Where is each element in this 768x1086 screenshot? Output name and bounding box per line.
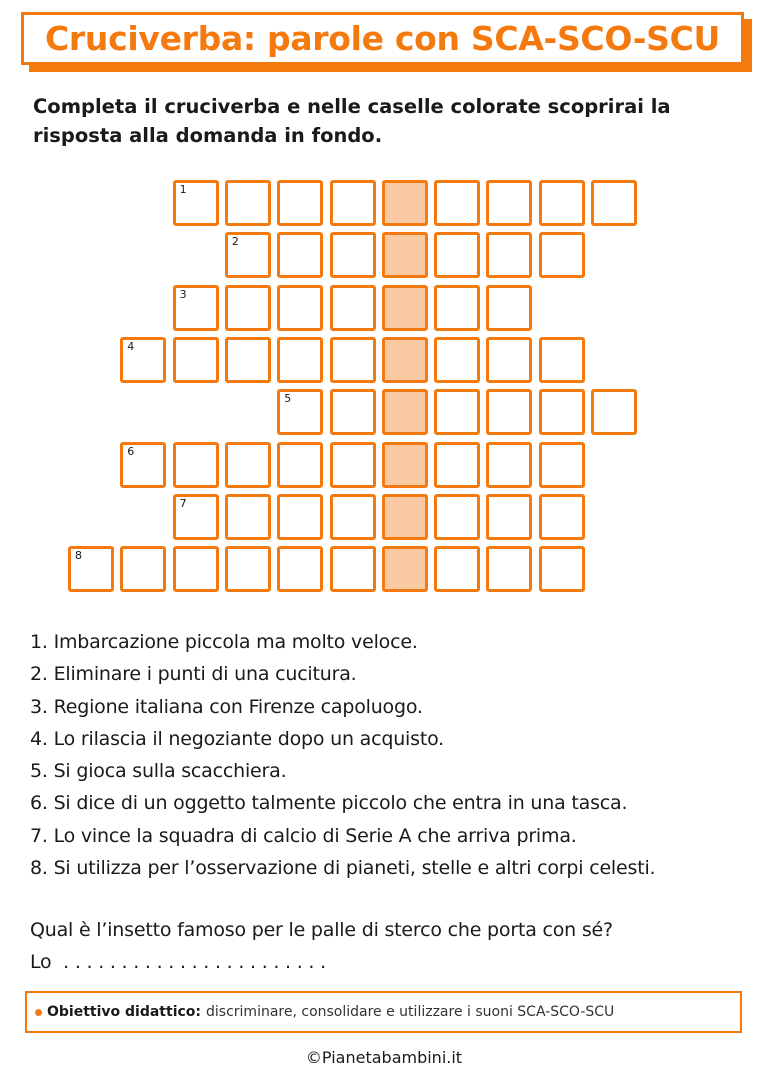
crossword-cell (539, 494, 585, 540)
crossword-cell (277, 389, 323, 435)
crossword-cell (330, 180, 376, 226)
bullet-icon (35, 1009, 42, 1016)
crossword-cell (225, 442, 271, 488)
crossword-cell (225, 494, 271, 540)
crossword-cell (225, 337, 271, 383)
highlighted-cell (382, 337, 428, 383)
crossword-cell (225, 232, 271, 278)
crossword-cell (330, 494, 376, 540)
clue-number: 4 (127, 339, 135, 353)
crossword-cell (486, 442, 532, 488)
highlighted-cell (382, 546, 428, 592)
clue-3: 3. Regione italiana con Firenze capoluogo. (30, 695, 423, 718)
clue-1: 1. Imbarcazione piccola ma molto veloce. (30, 631, 418, 653)
crossword-cell (434, 494, 480, 540)
crossword-cell (486, 337, 532, 383)
crossword-cell (277, 232, 323, 278)
clue-number: 5 (284, 392, 292, 406)
clue-5: 5. Si gioca sulla scacchiera. (30, 760, 287, 783)
objective-label: Obiettivo didattico: (47, 1004, 202, 1020)
crossword-cell (591, 389, 637, 435)
objective-box (25, 991, 742, 1033)
crossword-cell (277, 337, 323, 383)
crossword-cell (330, 337, 376, 383)
crossword-cell (277, 546, 323, 592)
crossword-cell (173, 546, 219, 592)
clue-8: 8. Si utilizza per l’osservazione di pianeti, stelle e altri corpi celesti. (30, 857, 656, 880)
clue-6: 6. Si dice di un oggetto talmente piccolo che entra in una tasca. (30, 792, 628, 815)
crossword-cell (173, 494, 219, 540)
crossword-cell (434, 285, 480, 331)
crossword-cell (173, 180, 219, 226)
question-block (30, 914, 750, 978)
clue-number: 2 (231, 235, 239, 249)
crossword-cell (120, 546, 166, 592)
instructions: Completa il cruciverba e nelle caselle colorate scoprirai la risposta alla domanda in fondo. (33, 95, 671, 147)
crossword-cell (539, 337, 585, 383)
crossword-cell (330, 389, 376, 435)
clue-number: 1 (179, 183, 187, 196)
highlighted-cell (382, 389, 428, 435)
highlighted-cell (382, 442, 428, 488)
crossword-cell (330, 546, 376, 592)
crossword-cell (225, 285, 271, 331)
highlighted-cell (382, 494, 428, 540)
crossword-cell (173, 442, 219, 488)
question-text: Qual è l’insetto famoso per le palle di sterco che porta con sé? (30, 919, 613, 941)
crossword-cell (434, 180, 480, 226)
crossword-cell (486, 389, 532, 435)
crossword-cell (173, 285, 219, 331)
highlighted-cell (382, 285, 428, 331)
crossword-cell (68, 546, 114, 592)
copyright-footer: ©Pianetabambini.it (305, 1048, 463, 1067)
clue-number: 3 (179, 287, 187, 301)
crossword-cell (539, 389, 585, 435)
crossword-cell (225, 180, 271, 226)
crossword-cell (486, 180, 532, 226)
crossword-cell (434, 546, 480, 592)
clue-number: 8 (75, 549, 82, 563)
crossword-cell (434, 232, 480, 278)
crossword-cell (539, 546, 585, 592)
crossword-cell (591, 180, 637, 226)
crossword-cell (330, 285, 376, 331)
objective-text: discriminare, consolidare e utilizzare i suoni SCA-SCO-SCU (206, 1004, 615, 1020)
crossword-cell (486, 494, 532, 540)
highlighted-cell (382, 180, 428, 226)
crossword-cell (486, 546, 532, 592)
crossword-cell (173, 337, 219, 383)
crossword-cell (434, 442, 480, 488)
crossword-cell (434, 337, 480, 383)
crossword-cell (120, 337, 166, 383)
crossword-cell (225, 546, 271, 592)
clue-number: 6 (127, 444, 135, 458)
crossword-cell (330, 442, 376, 488)
crossword-cell (486, 232, 532, 278)
highlighted-cell (382, 232, 428, 278)
crossword-cell (277, 442, 323, 488)
crossword-cell (486, 285, 532, 331)
clue-list (30, 626, 750, 884)
crossword-cell (120, 442, 166, 488)
crossword-cell (434, 389, 480, 435)
answer-line: Lo . . . . . . . . . . . . . . . . . . . . . . . (30, 951, 326, 973)
clue-7: 7. Lo vince la squadra di calcio di Serie A che arriva prima. (30, 824, 577, 847)
crossword-cell (539, 442, 585, 488)
clue-number: 7 (179, 496, 187, 510)
crossword-cell (277, 494, 323, 540)
clue-4: 4. Lo rilascia il negoziante dopo un acquisto. (30, 727, 445, 750)
crossword-cell (277, 180, 323, 226)
crossword-cell (539, 180, 585, 226)
crossword-cell (539, 232, 585, 278)
crossword-cell (330, 232, 376, 278)
crossword-cell (277, 285, 323, 331)
page-title: Cruciverba: parole con SCA-SCO-SCU (45, 19, 720, 58)
clue-2: 2. Eliminare i punti di una cucitura. (30, 663, 357, 686)
